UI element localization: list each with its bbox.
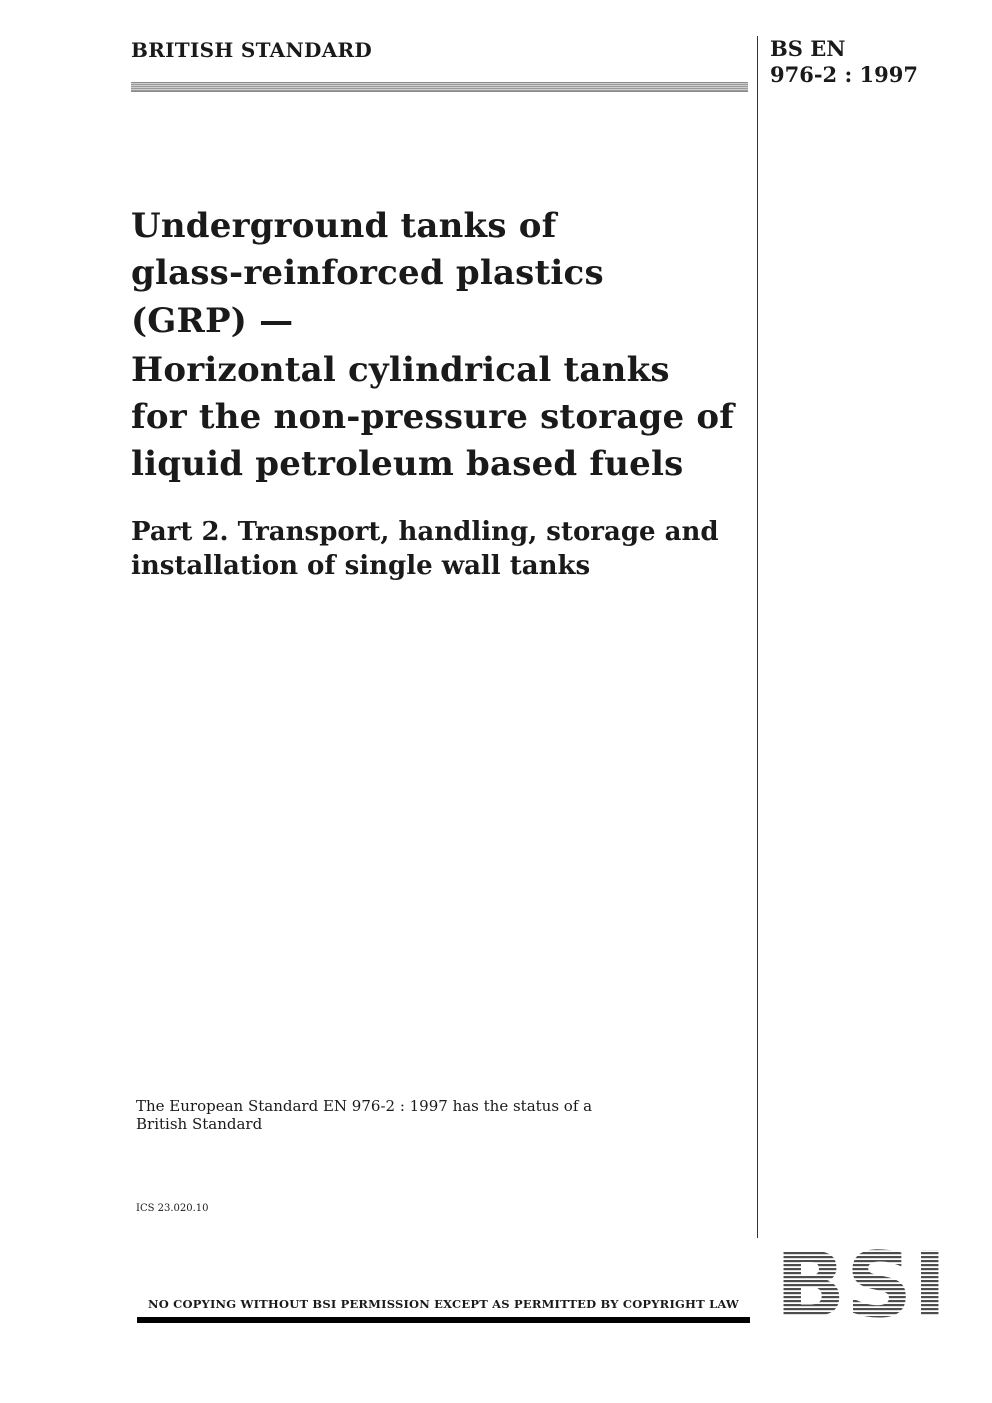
status-statement-line1: The European Standard EN 976-2 : 1997 has the status of a [136,1097,593,1115]
part-title-line: installation of single wall tanks [131,551,591,581]
title-line: glass-reinforced plastics [131,253,604,293]
title-line: Horizontal cylindrical tanks [131,350,670,390]
footer-rule [137,1317,750,1323]
bsi-logo-icon [773,1244,949,1324]
standard-number-line1: BS EN [770,36,846,61]
title-line: for the non-pressure storage of [131,397,735,437]
status-statement-line2: British Standard [136,1115,263,1133]
bsi-logo-text: BSI [775,1244,947,1324]
part-title-line: Part 2. Transport, handling, storage and [131,517,719,547]
vertical-divider [757,36,758,1238]
title-line: (GRP) — [131,301,294,341]
standard-number-line2: 976-2 : 1997 [770,62,918,87]
title-line: Underground tanks of [131,206,557,246]
title-line: liquid petroleum based fuels [131,444,684,484]
header-rule [131,82,748,92]
document-type: BRITISH STANDARD [131,38,373,62]
ics-code: ICS 23.020.10 [136,1203,209,1214]
copyright-notice: NO COPYING WITHOUT BSI PERMISSION EXCEPT AS PERMITTED BY COPYRIGHT LAW [148,1297,740,1311]
